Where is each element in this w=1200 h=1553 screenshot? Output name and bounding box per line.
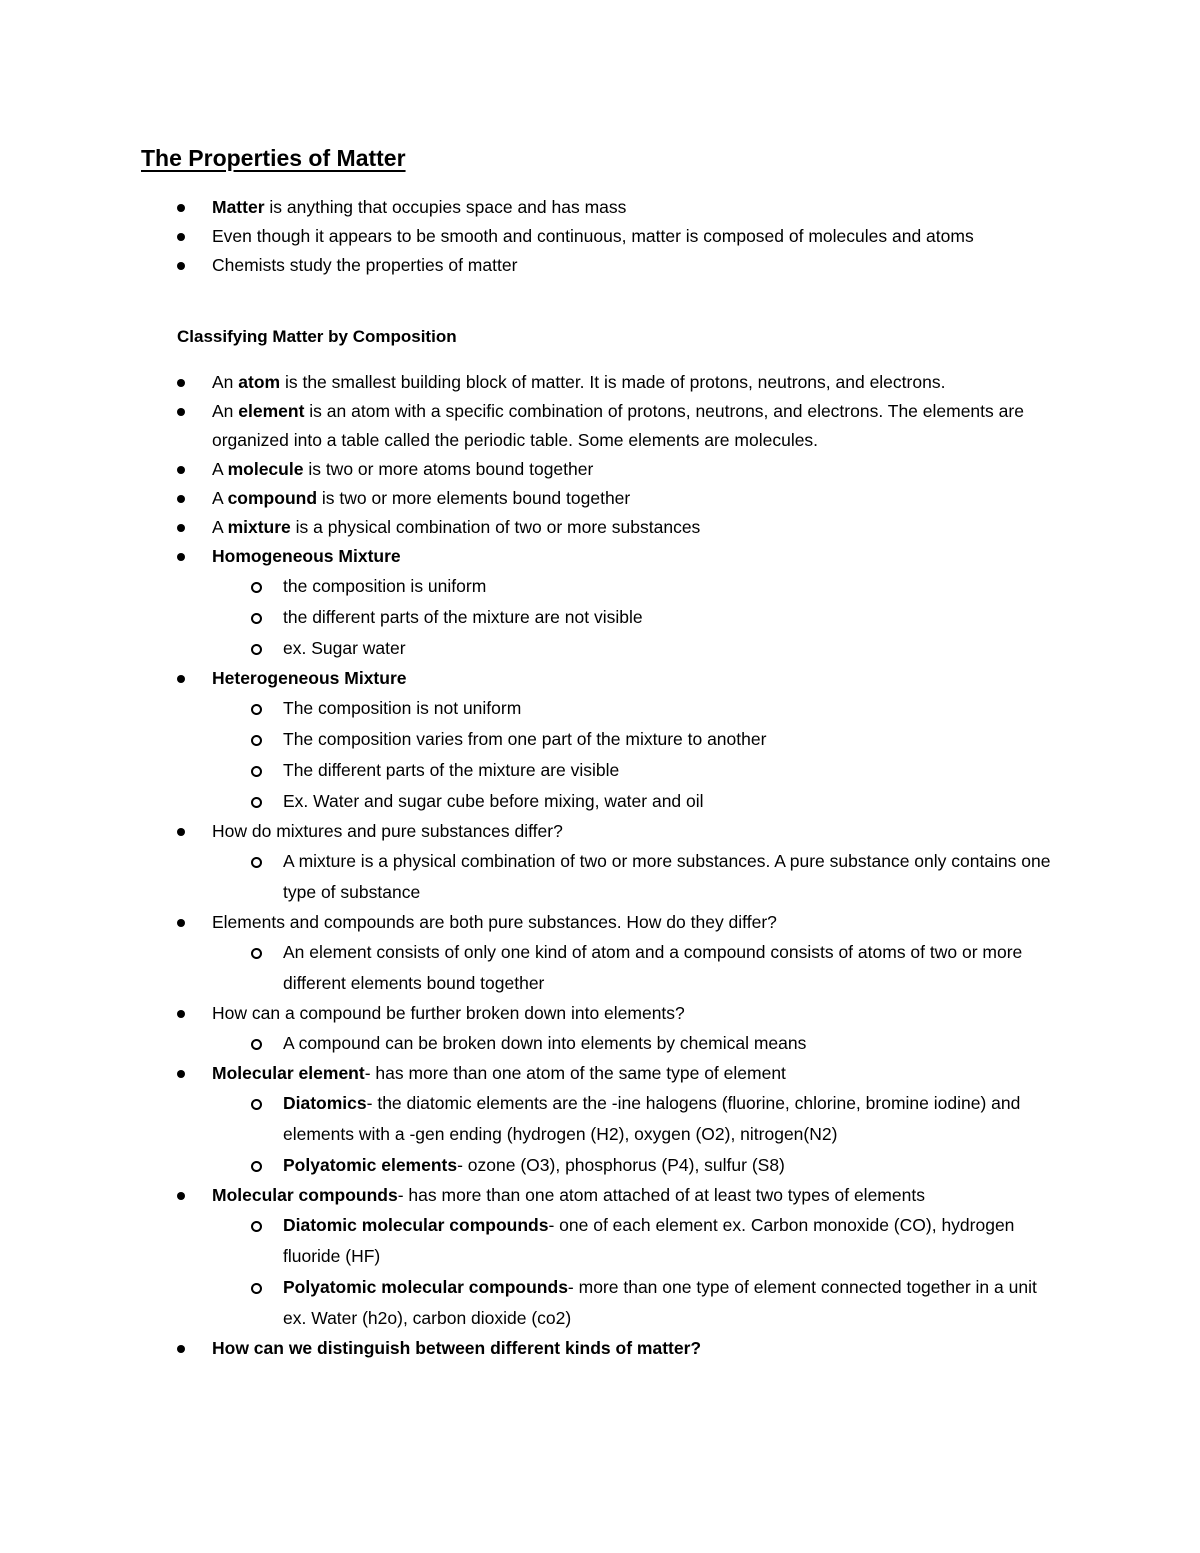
list-item (0, 455, 1200, 484)
list-item (0, 908, 1200, 937)
item-text: is an atom with a specific combination of protons, neutrons, and electrons. The elements are organized into a table called the periodic table. Some elements are molecules. (212, 401, 1024, 450)
bullet-dot-icon (177, 204, 185, 212)
item-text: How can a compound be further broken down into elements? (212, 1003, 685, 1023)
list-item (0, 368, 1200, 397)
item-text: is the smallest building block of matter. It is made of protons, neutrons, and electrons. (280, 372, 946, 392)
list-item (0, 1028, 1200, 1059)
bullet-circle-icon (251, 613, 262, 624)
item-text: Elements and compounds are both pure substances. How do they differ? (212, 912, 777, 932)
item-term: Matter (212, 197, 265, 217)
item-text: the different parts of the mixture are not visible (283, 607, 643, 627)
bullet-dot-icon (177, 919, 185, 927)
item-term: Polyatomic elements (283, 1155, 458, 1175)
bullet-dot-icon (177, 495, 185, 503)
item-text: The composition varies from one part of the mixture to another (283, 729, 767, 749)
intro-list (0, 193, 1200, 280)
bullet-circle-icon (251, 1221, 262, 1232)
item-text: - more than one type of element connected together in a unit ex. Water (h2o), carbon dioxide (co2) (283, 1277, 1037, 1328)
bullet-dot-icon (177, 1192, 185, 1200)
bullet-circle-icon (251, 735, 262, 746)
item-term: Diatomics (283, 1093, 367, 1113)
bullet-dot-icon (177, 262, 185, 270)
item-text: is two or more atoms bound together (303, 459, 594, 479)
list-item (0, 222, 1200, 251)
bullet-dot-icon (177, 233, 185, 241)
bullet-dot-icon (177, 553, 185, 561)
list-item (0, 1334, 1200, 1363)
list-item (0, 1272, 1200, 1334)
bullet-dot-icon (177, 675, 185, 683)
item-text: An element consists of only one kind of atom and a compound consists of atoms of two or more different elements bound together (283, 942, 1023, 993)
bullet-circle-icon (251, 766, 262, 777)
list-item (0, 397, 1200, 455)
list-item (0, 724, 1200, 755)
item-text: A (212, 459, 228, 479)
list-item (0, 1210, 1200, 1272)
item-text: - the diatomic elements are the -ine halogens (fluorine, chlorine, bromine iodine) and elements with a -gen ending (hydrogen (H2), oxygen (O2), nitrogen(N2) (283, 1093, 1021, 1144)
item-text: The composition is not uniform (283, 698, 522, 718)
item-text: An (212, 372, 239, 392)
bullet-dot-icon (177, 828, 185, 836)
list-item (0, 999, 1200, 1028)
item-text: is a physical combination of two or more substances (290, 517, 701, 537)
item-text: the composition is uniform (283, 576, 487, 596)
item-term: Heterogeneous Mixture (212, 668, 407, 688)
bullet-dot-icon (177, 1070, 185, 1078)
item-term: Molecular element (212, 1063, 365, 1083)
item-term: Diatomic molecular compounds (283, 1215, 549, 1235)
item-term: Molecular compounds (212, 1185, 398, 1205)
bullet-circle-icon (251, 704, 262, 715)
item-term: mixture (227, 517, 291, 537)
item-term: How can we distinguish between different kinds of matter? (212, 1338, 702, 1358)
section-heading: Classifying Matter by Composition (177, 327, 457, 346)
list-item (0, 1181, 1200, 1210)
list-item (0, 846, 1200, 908)
bullet-circle-icon (251, 1161, 262, 1172)
item-text: is two or more elements bound together (317, 488, 631, 508)
bullet-circle-icon (251, 1099, 262, 1110)
list-item (0, 786, 1200, 817)
item-text: How do mixtures and pure substances differ? (212, 821, 563, 841)
classification-list (0, 368, 1200, 1363)
item-text: is anything that occupies space and has mass (264, 197, 627, 217)
list-item (0, 693, 1200, 724)
bullet-dot-icon (177, 524, 185, 532)
item-text: - has more than one atom of the same type of element (364, 1063, 786, 1083)
bullet-circle-icon (251, 857, 262, 868)
list-item (0, 633, 1200, 664)
item-text: A (212, 488, 228, 508)
bullet-dot-icon (177, 379, 185, 387)
item-text: - has more than one atom attached of at least two types of elements (397, 1185, 925, 1205)
item-text: Even though it appears to be smooth and continuous, matter is composed of molecules and atoms (212, 226, 974, 246)
list-item (0, 1088, 1200, 1150)
item-text: A compound can be broken down into elements by chemical means (283, 1033, 807, 1053)
item-text: - one of each element ex. Carbon monoxide (CO), hydrogen fluoride (HF) (283, 1215, 1015, 1266)
list-item (0, 817, 1200, 846)
item-text: A (212, 517, 228, 537)
bullet-dot-icon (177, 408, 185, 416)
item-text: ex. Sugar water (283, 638, 406, 658)
bullet-dot-icon (177, 466, 185, 474)
list-item (0, 1150, 1200, 1181)
list-item (0, 937, 1200, 999)
list-item (0, 542, 1200, 571)
list-item (0, 484, 1200, 513)
item-term: molecule (227, 459, 304, 479)
item-text: The different parts of the mixture are visible (283, 760, 620, 780)
bullet-circle-icon (251, 582, 262, 593)
item-term: compound (227, 488, 318, 508)
list-item (0, 251, 1200, 280)
item-text: An (212, 401, 239, 421)
bullet-circle-icon (251, 1283, 262, 1294)
item-text: - ozone (O3), phosphorus (P4), sulfur (S8) (457, 1155, 785, 1175)
item-term: atom (238, 372, 281, 392)
bullet-circle-icon (251, 1039, 262, 1050)
bullet-circle-icon (251, 644, 262, 655)
item-term: Polyatomic molecular compounds (283, 1277, 568, 1297)
list-item (0, 513, 1200, 542)
list-item (0, 755, 1200, 786)
list-item (0, 1059, 1200, 1088)
list-item (0, 193, 1200, 222)
bullet-dot-icon (177, 1345, 185, 1353)
item-text: A mixture is a physical combination of two or more substances. A pure substance only contains one type of substance (283, 851, 1051, 902)
page-title: The Properties of Matter (141, 145, 406, 171)
item-term: Homogeneous Mixture (212, 546, 401, 566)
list-item (0, 664, 1200, 693)
bullet-dot-icon (177, 1010, 185, 1018)
item-term: element (238, 401, 305, 421)
item-text: Chemists study the properties of matter (212, 255, 518, 275)
bullet-circle-icon (251, 948, 262, 959)
bullet-circle-icon (251, 797, 262, 808)
item-text: Ex. Water and sugar cube before mixing, water and oil (283, 791, 704, 811)
list-item (0, 571, 1200, 602)
list-item (0, 602, 1200, 633)
